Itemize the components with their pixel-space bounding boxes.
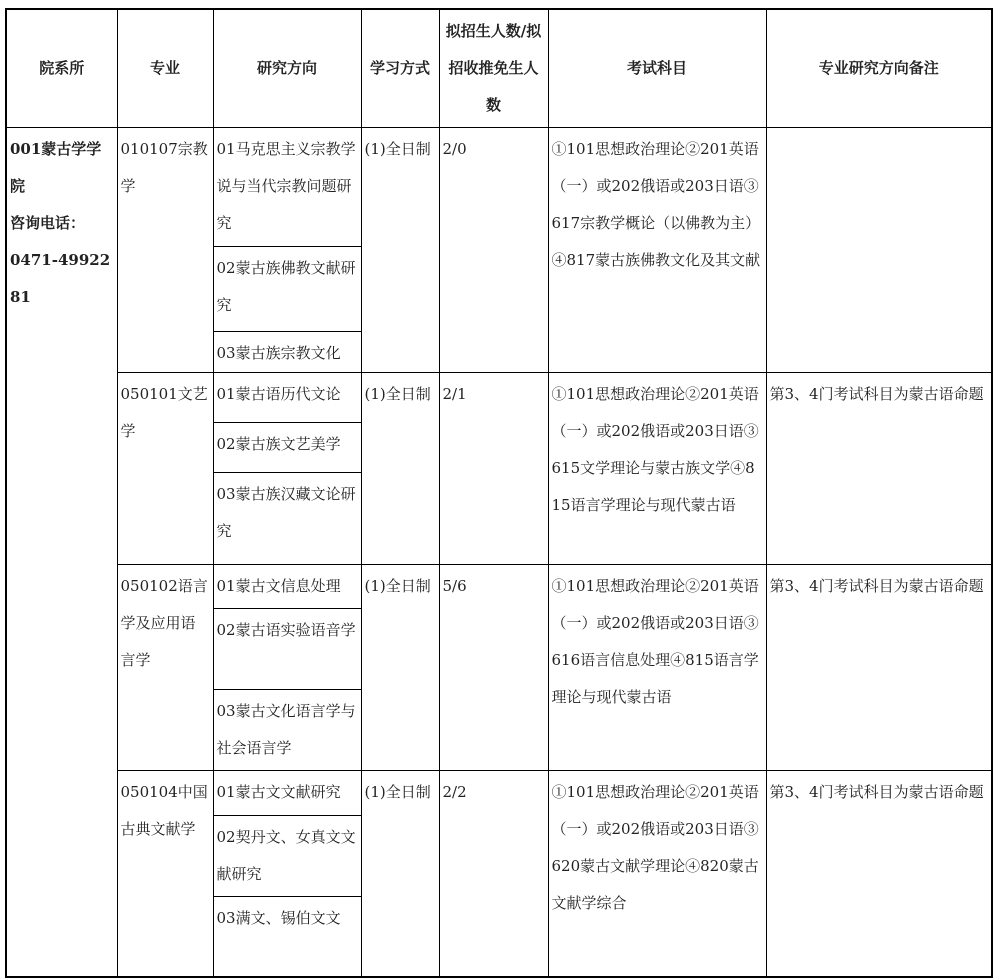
direction-cell: 02蒙古语实验语音学 [213,608,361,689]
phone-number: 0471-4992281 [10,250,111,306]
major-cell: 010107宗教学 [117,127,213,372]
quota-cell: 2/0 [439,127,548,372]
exams-cell: ①101思想政治理论②201英语（一）或202俄语或203日语③616语言信息处理④815语言学理论与现代蒙古语 [548,564,766,770]
major-cell: 050101文艺学 [117,372,213,564]
table-row [6,372,992,422]
quota-cell: 2/1 [439,372,548,564]
header-major: 专业 [117,9,213,127]
header-institute: 院系所 [6,9,117,127]
direction-cell: 02蒙古族文艺美学 [213,422,361,472]
major-cell: 050102语言学及应用语言学 [117,564,213,770]
table-row [6,564,992,608]
direction-cell: 03蒙古族汉藏文论研究 [213,472,361,564]
direction-cell: 01马克思主义宗教学说与当代宗教问题研究 [213,127,361,246]
admissions-table [5,8,993,978]
table-row [6,127,992,246]
major-cell: 050104中国古典文献学 [117,770,213,977]
direction-cell: 02蒙古族佛教文献研究 [213,246,361,331]
mode-cell: (1)全日制 [361,127,439,372]
direction-cell: 03蒙古文化语言学与社会语言学 [213,689,361,770]
quota-cell: 5/6 [439,564,548,770]
direction-cell: 03满文、锡伯文文 [213,896,361,977]
direction-cell: 01蒙古语历代文论 [213,372,361,422]
exams-cell: ①101思想政治理论②201英语（一）或202俄语或203日语③615文学理论与蒙古族文学④815语言学理论与现代蒙古语 [548,372,766,564]
institute-name: 001蒙古学学院 [10,139,102,195]
note-cell [766,127,992,372]
note-cell: 第3、4门考试科目为蒙古语命题 [766,564,992,770]
header-direction: 研究方向 [213,9,361,127]
header-mode: 学习方式 [361,9,439,127]
direction-cell: 02契丹文、女真文文献研究 [213,815,361,896]
quota-cell: 2/2 [439,770,548,977]
exams-cell: ①101思想政治理论②201英语（一）或202俄语或203日语③617宗教学概论（以佛教为主）④817蒙古族佛教文化及其文献 [548,127,766,372]
mode-cell: (1)全日制 [361,372,439,564]
header-quota: 拟招生人数/拟招收推免生人数 [439,9,548,127]
direction-cell: 01蒙古文文献研究 [213,770,361,815]
direction-cell: 01蒙古文信息处理 [213,564,361,608]
table-row [6,770,992,815]
exams-cell: ①101思想政治理论②201英语（一）或202俄语或203日语③620蒙古文献学理论④820蒙古文献学综合 [548,770,766,977]
direction-cell: 03蒙古族宗教文化 [213,331,361,372]
header-exams: 考试科目 [548,9,766,127]
mode-cell: (1)全日制 [361,564,439,770]
institute-cell [6,127,117,977]
header-row [6,9,992,127]
note-cell: 第3、4门考试科目为蒙古语命题 [766,770,992,977]
mode-cell: (1)全日制 [361,770,439,977]
phone-label: 咨询电话： [10,213,86,232]
note-cell: 第3、4门考试科目为蒙古语命题 [766,372,992,564]
header-note: 专业研究方向备注 [766,9,992,127]
